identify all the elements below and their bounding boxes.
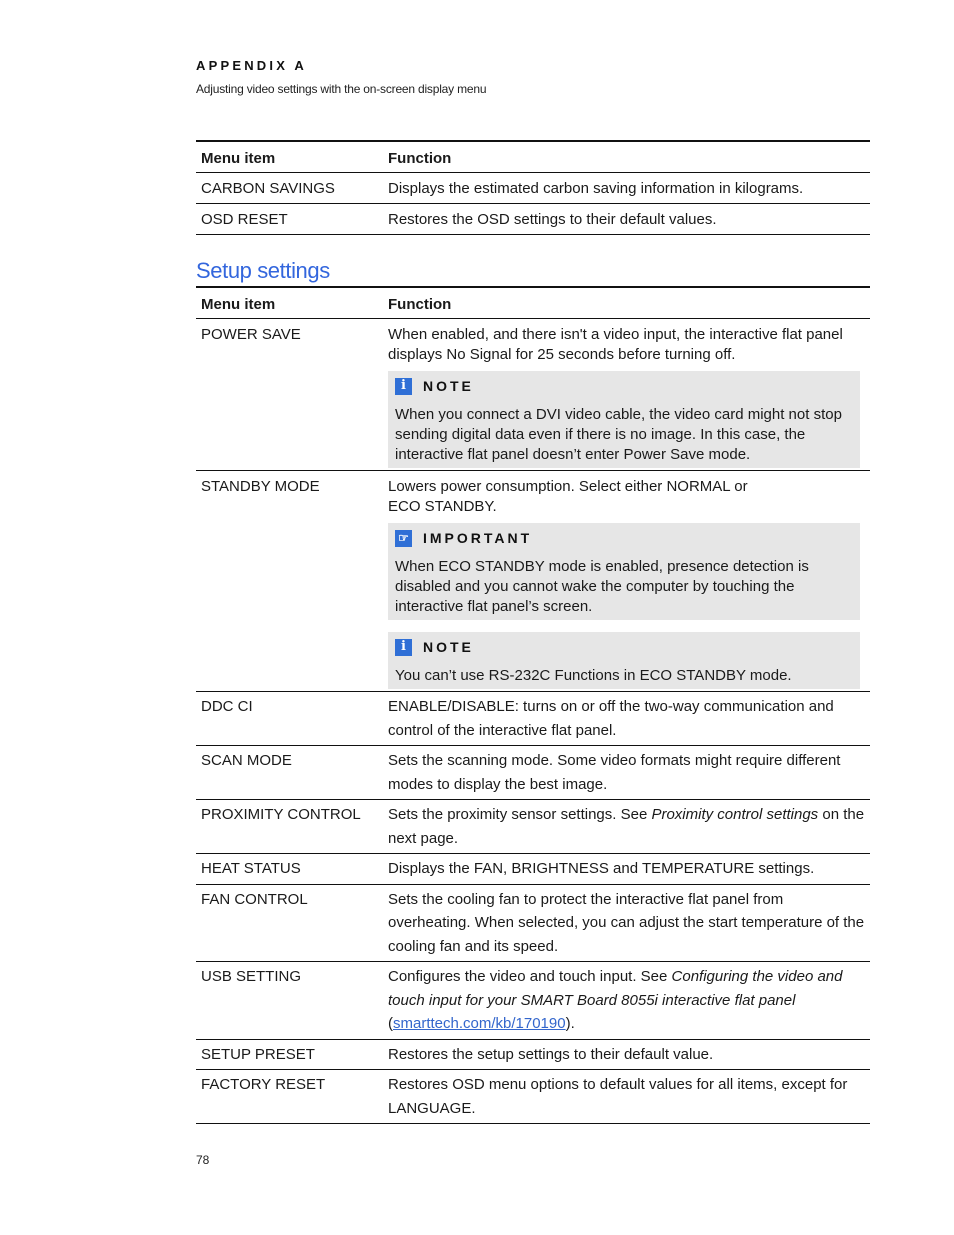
table-row [196, 471, 870, 692]
column-header-function: Function [383, 287, 870, 319]
paren-open: ( [388, 1015, 393, 1032]
function-cell: Restores the OSD settings to their default values. [388, 211, 717, 228]
function-text-line: Lowers power consumption. Select either NORMAL or [388, 478, 748, 495]
menu-item-cell: USB SETTING [201, 968, 302, 985]
note-label: NOTE [423, 378, 474, 394]
function-text: Sets the proximity sensor settings. See [388, 806, 652, 823]
table-row [196, 173, 870, 204]
function-cell: Restores OSD menu options to default values for all items, except for LANGUAGE. [388, 1076, 848, 1117]
menu-item-cell: STANDBY MODE [201, 478, 320, 495]
table-row [196, 854, 870, 885]
function-cell [383, 319, 870, 468]
important-header [395, 528, 853, 548]
menu-item-cell: FACTORY RESET [201, 1076, 326, 1093]
function-cell [383, 962, 870, 1039]
pointing-hand-icon: ☞ [395, 530, 412, 547]
table-row [196, 1039, 870, 1070]
chapter-subtitle: Adjusting video settings with the on-screen display menu [196, 82, 487, 96]
function-cell [383, 800, 870, 853]
table-row [196, 692, 870, 746]
menu-item-cell: PROXIMITY CONTROL [201, 806, 361, 823]
page-number: 78 [196, 1153, 210, 1167]
function-cell: Restores the setup settings to their default value. [388, 1045, 714, 1063]
note-box [388, 632, 860, 689]
table-row [196, 1070, 870, 1124]
info-icon: i [395, 378, 412, 395]
table-row [196, 746, 870, 800]
info-icon: i [395, 639, 412, 656]
support-link[interactable]: smarttech.com/kb/170190 [393, 1015, 566, 1032]
setup-settings-table [196, 286, 870, 1124]
function-cell: Displays the estimated carbon saving information in kilograms. [388, 180, 804, 197]
menu-item-cell: SCAN MODE [201, 752, 292, 769]
important-text: When ECO STANDBY mode is enabled, presence detection is disabled and you cannot wake the computer by touching the interactive flat panel’s screen. [395, 558, 809, 615]
paren-close: ). [565, 1015, 575, 1032]
menu-item-cell: CARBON SAVINGS [201, 180, 335, 197]
table-row [196, 800, 870, 854]
note-text: You can’t use RS-232C Functions in ECO STANDBY mode. [395, 667, 792, 684]
table-header-row [196, 287, 870, 319]
function-cell: Sets the cooling fan to protect the interactive flat panel from overheating. When selected, you can adjust the start temperature of the cooling fan and its speed. [388, 890, 865, 955]
note-header [395, 637, 853, 657]
document-title-reference: Configuring the video and touch input for your SMART Board 8055i interactive flat panel [388, 968, 843, 1009]
section-heading: Setup settings [196, 258, 330, 283]
table-header-row [196, 141, 870, 173]
note-box [388, 371, 860, 468]
menu-item-cell: DDC CI [201, 698, 253, 715]
note-text: When you connect a DVI video cable, the video card might not stop sending digital data even if there is no image. In this case, the interactive flat panel doesn’t enter Power Save mode. [395, 406, 842, 463]
function-text: on the next page. [388, 806, 865, 847]
menu-item-cell: FAN CONTROL [201, 890, 308, 908]
function-text-line: ECO STANDBY. [388, 498, 497, 515]
appendix-label: APPENDIX A [196, 58, 307, 73]
table-row [196, 884, 870, 962]
osd-settings-table [196, 140, 870, 235]
note-header [395, 376, 853, 396]
important-label: IMPORTANT [423, 530, 533, 546]
function-text: Configures the video and touch input. See [388, 968, 672, 985]
table-row [196, 319, 870, 471]
menu-item-cell: HEAT STATUS [201, 860, 301, 877]
menu-item-cell: OSD RESET [201, 211, 288, 228]
cross-reference[interactable]: Proximity control settings [651, 806, 819, 823]
function-cell: ENABLE/DISABLE: turns on or off the two-way communication and control of the interactive flat panel. [388, 698, 834, 739]
column-header-menu-item: Menu item [196, 141, 383, 173]
function-cell [383, 471, 870, 689]
function-text: When enabled, and there isn't a video input, the interactive flat panel displays No Signal for 25 seconds before turning off. [388, 326, 843, 363]
function-cell: Sets the scanning mode. Some video formats might require different modes to display the best image. [388, 752, 841, 793]
table-row [196, 962, 870, 1040]
note-label: NOTE [423, 639, 474, 655]
menu-item-cell: SETUP PRESET [201, 1045, 315, 1063]
important-box [388, 523, 860, 620]
function-cell: Displays the FAN, BRIGHTNESS and TEMPERATURE settings. [388, 860, 815, 877]
column-header-menu-item: Menu item [196, 287, 383, 319]
table-row [196, 204, 870, 235]
column-header-function: Function [383, 141, 870, 173]
menu-item-cell: POWER SAVE [201, 326, 301, 343]
